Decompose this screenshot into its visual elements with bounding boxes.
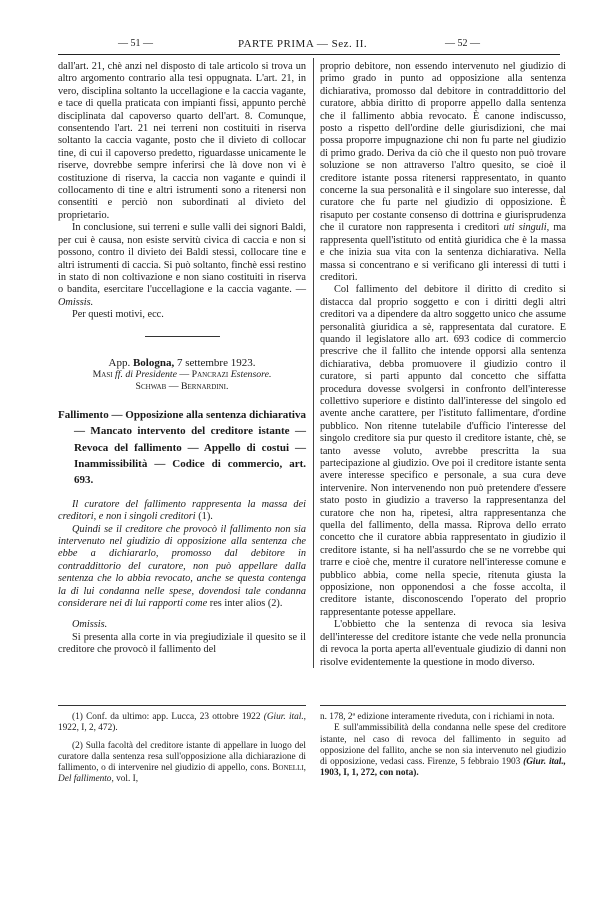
closing-paragraph: Si presenta alla corte in via pregiudiziale il quesito se il creditore che provocò il fallimento del (58, 631, 306, 656)
case-parties-line: Schwab — Bernardini. (135, 381, 229, 393)
footnote-2: (2) Sulla facoltà del creditore istante di appellare in luogo del curatore dalla sentenza resa sull'opposizione alla dichiarazione di fallimento, o di intervenire nel giudizio di appello, cons. Bonelli, Del fallimento, vol. I, (58, 740, 306, 785)
footnote-rule-left (58, 705, 306, 706)
running-title: PARTE PRIMA — Sez. II. (238, 38, 368, 50)
left-page-number: — 51 — (118, 38, 153, 49)
footnote-rule-right (320, 705, 566, 706)
conclusion-omissis: Omissis. (58, 296, 94, 308)
maxim-2: Quindi se il creditore che provocò il fallimento non sia intervenuto nel giudizio di opposizione alla sentenza che ebbe a dichiararlo, promosso dal debitore in contraddittorio del curatore, non può appellare dalla sentenza che lo abbia revocato, anche se questa contenga la di lui condanna nelle spese, dovendosi tale condanna considerare nei di lui rapporti come res inter alios (2). (58, 523, 306, 610)
right-paragraph-3: L'obbietto che la sentenza di revoca sia lesiva dell'interesse del creditore istante che vede nella pronuncia di revoca la porta aperta all'eventuale giudizio di danni non risolve evidentemente la questione in modo diverso. (320, 619, 566, 668)
footnotes-left (58, 712, 306, 786)
footnote-3: E sull'ammissibilità della condanna nelle spese del creditore istante, nel caso di revoca del fallimento in seguito ad opposizione del fallito, anche se non sia intervenuto nel giudizio di opposizione, vedasi cass. Firenze, 5 febbraio 1903 (Giur. ital., 1903, I, 1, 272, con nota). (320, 723, 566, 779)
opening-paragraph: dall'art. 21, chè anzi nel disposto di tale articolo si trova un altro argomento contrario alla tesi oppugnata. L'art. 21, in vero, disciplina soltanto la uccellagione e la caccia vagante, e tace di quella praticata con impianti fissi, appunto perchè disciplinata dal capoverso quarto dell'art. 8. Comunque, consentendo l'art. 21 nei terreni non costituiti in riserva soltanto la caccia vagante, posto che il divieto di collocar tine, di cui il capoverso predetto, riguardasse unicamente le riserve, dovrebbe sempre inferirsi che là dove non vi è costituzione di riserva, la caccia non vagante e quindi il collocamento di tine e altri istrumenti sono a ritenersi non consentiti e perciò non subordinati al divieto del proprietario. (58, 61, 306, 221)
right-page-number: — 52 — (445, 38, 480, 49)
maxim-1: Il curatore del fallimento rappresenta la massa dei creditori, e non i singoli creditori (1). (58, 498, 306, 523)
column-divider (313, 58, 314, 668)
section-separator (145, 336, 220, 337)
header-rule (58, 54, 560, 55)
motives-line: Per questi motivi, ecc. (72, 309, 164, 321)
right-paragraph-1: proprio debitore, non essendo intervenuto nel giudizio di primo grado in punto ad opposizione alla sentenza dichiarativa, promosso dal debitore in contraddittorio del curatore, abbia diritto di proporre appello dalla sentenza che il fallimento abbia revocato. È canone indiscusso, posto a rispetto dell'ordine delle giurisdizioni, che mai possa proporre impugnazione chi non fu parte nel giudizio di primo grado. Deriva da ciò che il questo non può trovare soluzione se non attraverso l'altro quesito, se cioè il creditore istante possa ritenersi rappresentato, in quanto concerne la sua personalità e il singolare suo interesse, dal curatore che fu parte nel giudizio di opposizione. È risaputo per costante consenso di dottrina e giurisprudenza che il curatore non rappresenta i creditori uti singuli, ma rappresenta quell'istituto od entità giuridica che è la massa e che inizia sua vita con la sentenza dichiarativa. Nella massa si concentrano e si verificano gli interessi di tutti i creditori. (320, 61, 566, 283)
conclusion-paragraph (58, 222, 306, 309)
right-paragraph-2: Col fallimento del debitore il diritto di credito si distacca dal proprio soggetto e con i diritti degli altri creditori va a dipendere da altro soggetto unico che assume personalità giuridica a sè, rappresentata dal curatore. E quando il legislatore allo art. 693 codice di commercio prescrive che il fallito che intende opporsi alla sentenza dichiarativa, debba promuovere il giudizio contro il curatore, si parti appunto dal concetto che siffatta procedura dovesse svolgersi in confronto dell'interesse collettivo superiore e distinto dall'interesse del singolo ed avente anche carattere, per l'istituto fallimentare, d'ordine pubblico. Non ritenne tutelabile d'ufficio l'interesse del singolo creditore sia pur questo il creditore istante, chè, se tanto avesse voluto, avrebbe prescritta la sua partecipazione al giudizio. Ove poi il creditore istante senta avere interesse specifico e personale, a sua cura deve intervenire. Non intervenendo non può pretendere d'essere stato posto in giudizio a traverso la rappresentanza del curatore che non ha, ripetesi, altra rappresentanza che quella del fallimento, della massa. Riprova dello errato concetto che il curatore abbia rappresentato in giudizio il creditore istante, si ha nell'assurdo che se ne vorrebbe qui trarre e cioè che, mentre il curatore nell'interesse comune e pubblico abbia, come nella specie, ritenuta giusta la opposizione, non opponendosi a che fosse accolta, il creditore istante, disconoscendo l'operato del proprio rappresentante potesse appellare. (320, 284, 566, 618)
conclusion-text: In conclusione, sui terreni e sulle valli dei signori Baldi, per cui è causa, non esiste servitù civica di caccia e non si possono, contro il divieto dei Baldi stessi, collocare tine e altri istrumenti di caccia. Si può soltanto, finchè essi restino in stato di non coltivazione e non siano costituiti in riserva o bandita, esercitare l'uccellagione e la caccia vagante. — (58, 222, 306, 296)
case-city: Bologna, (132, 356, 175, 369)
case-judges-line: Masi ff. di Presidente — Pancrazi Estensore. (92, 368, 272, 380)
headnote: Fallimento — Opposizione alla sentenza dichiarativa — Mancato intervento del creditore istante — Revoca del fallimento — Appello di costui — Inammissibilità — Codice di commercio, art. 693. (58, 408, 306, 487)
case-court-line: App. Bologna, 7 settembre 1923. (108, 356, 256, 369)
omissis-line: Omissis. (72, 619, 108, 631)
left-column (58, 61, 306, 657)
footnote-1: (1) Conf. da ultimo: app. Lucca, 23 ottobre 1922 (Giur. ital., 1922, I, 2, 472). (58, 712, 306, 734)
footnotes-right (320, 712, 566, 780)
right-column (320, 61, 566, 669)
footnote-2-continued: n. 178, 2ª edizione interamente riveduta, con i richiami in nota. (320, 712, 555, 722)
